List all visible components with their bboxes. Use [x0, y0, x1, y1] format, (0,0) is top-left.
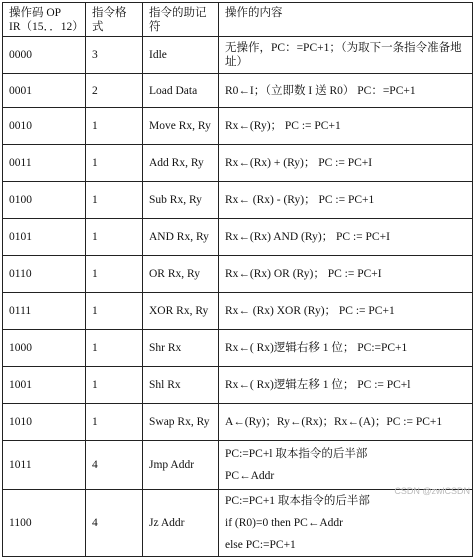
- description-line: if (R0)=0 then PC←Addr: [225, 512, 466, 534]
- table-row: [3, 182, 473, 219]
- mnemonic-cell: Shl Rx: [143, 367, 219, 404]
- description-line: Rx←(Ry)； PC := PC+1: [225, 115, 466, 137]
- table-row: [3, 330, 473, 367]
- description-cell: [219, 219, 473, 256]
- format-cell: 1: [86, 404, 143, 441]
- description-cell: [219, 37, 473, 74]
- description-line: Rx←(Rx) + (Ry)； PC := PC+I: [225, 152, 466, 174]
- format-cell: 1: [86, 256, 143, 293]
- instruction-table: [2, 2, 473, 557]
- format-cell: 4: [86, 441, 143, 490]
- description-line: Rx←(Rx) AND (Ry)； PC := PC+I: [225, 226, 466, 248]
- opcode-cell: 0011: [3, 145, 86, 182]
- format-cell: 4: [86, 490, 143, 557]
- description-cell: [219, 145, 473, 182]
- table-row: [3, 367, 473, 404]
- table-row: [3, 108, 473, 145]
- opcode-cell: 1011: [3, 441, 86, 490]
- format-cell: 1: [86, 182, 143, 219]
- table-row: [3, 74, 473, 108]
- mnemonic-cell: OR Rx, Ry: [143, 256, 219, 293]
- header-description: 操作的内容: [219, 3, 473, 37]
- description-line: Rx←( Rx)逻辑右移 1 位； PC:=PC+1: [225, 337, 466, 359]
- mnemonic-cell: Sub Rx, Ry: [143, 182, 219, 219]
- description-line: PC:=PC+l 取本指令的后半部: [225, 443, 466, 465]
- format-cell: 1: [86, 219, 143, 256]
- mnemonic-cell: Jz Addr: [143, 490, 219, 557]
- description-line: Rx←(Rx) OR (Ry)； PC := PC+I: [225, 263, 466, 285]
- mnemonic-cell: Shr Rx: [143, 330, 219, 367]
- description-cell: [219, 108, 473, 145]
- header-row: [3, 3, 473, 37]
- mnemonic-cell: XOR Rx, Ry: [143, 293, 219, 330]
- mnemonic-cell: Swap Rx, Ry: [143, 404, 219, 441]
- description-cell: [219, 293, 473, 330]
- description-cell: [219, 74, 473, 108]
- header-opcode: 操作码 OP IR（15．．12）: [3, 3, 86, 37]
- opcode-cell: 0100: [3, 182, 86, 219]
- description-line: 无操作，PC：=PC+1；（为取下一条指令准备地址）: [225, 37, 466, 73]
- mnemonic-cell: Load Data: [143, 74, 219, 108]
- opcode-cell: 0001: [3, 74, 86, 108]
- mnemonic-cell: Add Rx, Ry: [143, 145, 219, 182]
- opcode-cell: 0110: [3, 256, 86, 293]
- mnemonic-cell: Idle: [143, 37, 219, 74]
- description-cell: [219, 256, 473, 293]
- format-cell: 1: [86, 293, 143, 330]
- format-cell: 1: [86, 330, 143, 367]
- opcode-cell: 1001: [3, 367, 86, 404]
- description-cell: [219, 490, 473, 557]
- table-row: [3, 219, 473, 256]
- description-line: Rx←( Rx)逻辑左移 1 位； PC := PC+l: [225, 374, 466, 396]
- description-line: R0←I；（立即数 I 送 R0） PC：=PC+1: [225, 80, 466, 102]
- mnemonic-cell: Move Rx, Ry: [143, 108, 219, 145]
- table-row: [3, 293, 473, 330]
- description-line: Rx← (Rx) XOR (Ry)； PC := PC+1: [225, 300, 466, 322]
- description-cell: [219, 182, 473, 219]
- description-line: PC←Addr: [225, 465, 466, 487]
- header-mnemonic: 指令的助记符: [143, 3, 219, 37]
- opcode-cell: 1100: [3, 490, 86, 557]
- watermark: CSDN @zwlCSDN: [394, 486, 470, 496]
- mnemonic-cell: Jmp Addr: [143, 441, 219, 490]
- description-line: Rx← (Rx) - (Ry)； PC := PC+1: [225, 189, 466, 211]
- description-line: PC:=PC+1 取本指令的后半部: [225, 490, 466, 512]
- header-format: 指令格式: [86, 3, 143, 37]
- description-cell: [219, 367, 473, 404]
- table-row: [3, 145, 473, 182]
- description-line: A←(Ry)；Ry←(Rx)；Rx←(A)；PC := PC+1: [225, 411, 466, 433]
- format-cell: 1: [86, 145, 143, 182]
- format-cell: 1: [86, 367, 143, 404]
- format-cell: 2: [86, 74, 143, 108]
- description-cell: [219, 330, 473, 367]
- description-cell: [219, 441, 473, 490]
- format-cell: 1: [86, 108, 143, 145]
- format-cell: 3: [86, 37, 143, 74]
- table-row: [3, 256, 473, 293]
- table-row: [3, 441, 473, 490]
- opcode-cell: 0010: [3, 108, 86, 145]
- opcode-cell: 0101: [3, 219, 86, 256]
- opcode-cell: 0111: [3, 293, 86, 330]
- opcode-cell: 0000: [3, 37, 86, 74]
- mnemonic-cell: AND Rx, Ry: [143, 219, 219, 256]
- table-row: [3, 490, 473, 557]
- table-row: [3, 37, 473, 74]
- opcode-cell: 1010: [3, 404, 86, 441]
- opcode-cell: 1000: [3, 330, 86, 367]
- description-cell: [219, 404, 473, 441]
- description-line: else PC:=PC+1: [225, 534, 466, 556]
- table-row: [3, 404, 473, 441]
